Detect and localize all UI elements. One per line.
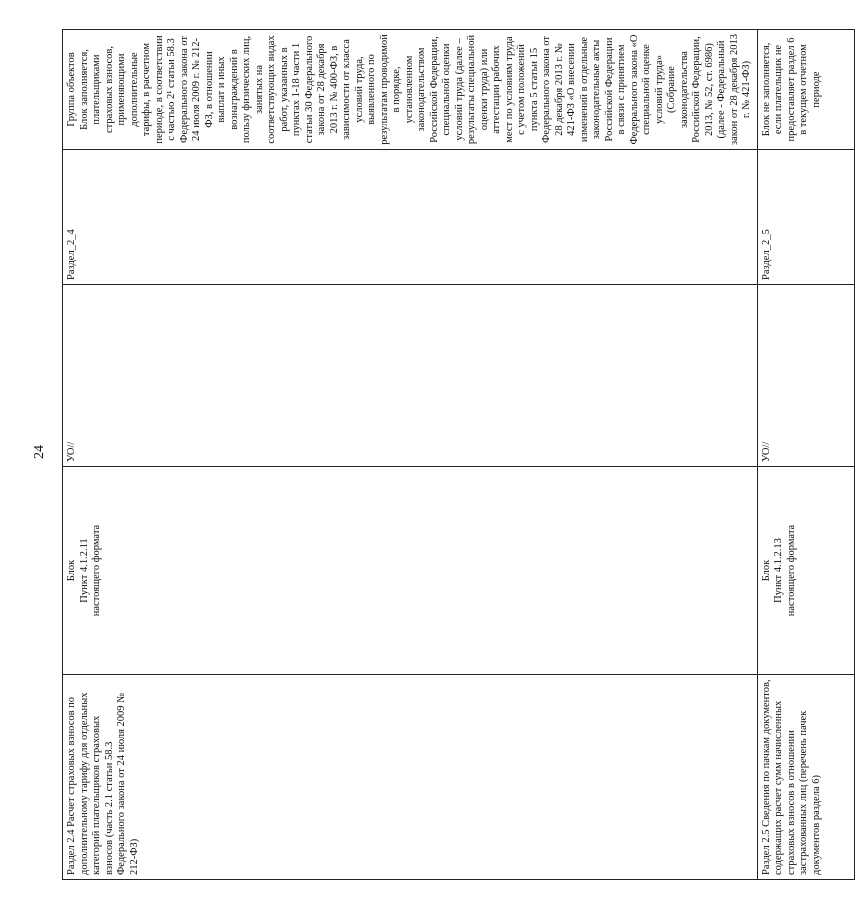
- element-ref-cell: [757, 467, 854, 675]
- table-row: [63, 30, 758, 880]
- element-code: Раздел_2_5: [760, 229, 772, 280]
- requirement-code: УО//: [66, 441, 77, 462]
- section-name: Раздел 2.5 Сведения по пачкам документов, содержащих расчет сумм начисленных страховых взносов в отношении застрахованных лиц (перечень пачек документов раздела 6): [760, 679, 822, 875]
- section-name-cell: [63, 675, 758, 880]
- element-type: Блок: [66, 559, 77, 582]
- description-heading: Группа объектов: [66, 52, 77, 127]
- section-name: Раздел 2.4 Расчет страховых взносов по дополнительному тарифу для отдельных категорий плательщиков страховых взносов (часть 2.1 статьи 58.3 Федерального закона от 24 июля 2009 № 212-ФЗ): [66, 692, 140, 875]
- table-row: [757, 30, 854, 880]
- element-ref-suffix: настоящего формата: [91, 524, 102, 617]
- requirement-cell: [63, 285, 758, 467]
- element-ref-suffix: настоящего формата: [785, 524, 797, 617]
- format-table: [62, 29, 855, 880]
- element-ref-cell: [63, 467, 758, 675]
- element-ref: Пункт 4.1.2.11: [78, 538, 90, 603]
- description-cell: [63, 30, 758, 150]
- element-ref: Пункт 4.1.2.13: [773, 538, 784, 603]
- requirement-cell: [757, 285, 854, 467]
- description-text: Блок не заполняется, если плательщик не предоставляет раздел 6 в текущем отчетном периоде: [760, 37, 822, 142]
- element-code-cell: [63, 150, 758, 285]
- element-code: Раздел_2_4: [66, 229, 77, 280]
- element-type: Блок: [760, 559, 772, 582]
- rotated-table-wrapper: [62, 30, 822, 880]
- section-name-cell: [757, 675, 854, 880]
- description-text: Блок заполняется, плательщиками страховых взносов, применяющими дополнительные тарифы, в расчетном периоде, в соответствии с частью 2¹ статьи 58.3 Федерального закона от 24 июля 2009 г. № 212-ФЗ, в отношении выплат и иных вознаграждений в пользу физических лиц, занятых на соответствующих видах работ, указанных в пунктах 1-18 части 1 статьи 30 Федерального закона от 28 декабря 2013 г. № 400-ФЗ, в зависимости от класса условий труда, выявленного по результатам проводимой в порядке, установленном законодательством Российской Федерации, специальной оценки условий труда (далее – результаты специальной оценки труда) или аттестации рабочих мест по условиям труда с учетом положений пункта 5 статьи 15 Федерального закона от 28 декабря 2013 г. № 421-ФЗ «О внесении изменений в отдельные законодательные акты Российской Федерации в связи с принятием Федерального закона «О специальной оценке условий труда» (Собрание законодательства Российской Федерации, 2013, № 52, ст. 6986) (далее - Федеральный закон от 28 декабря 2013 г. № 421-ФЗ): [78, 34, 752, 145]
- page-number: 24: [32, 445, 47, 459]
- requirement-code: УО//: [760, 441, 772, 462]
- description-cell: [757, 30, 854, 150]
- element-code-cell: [757, 150, 854, 285]
